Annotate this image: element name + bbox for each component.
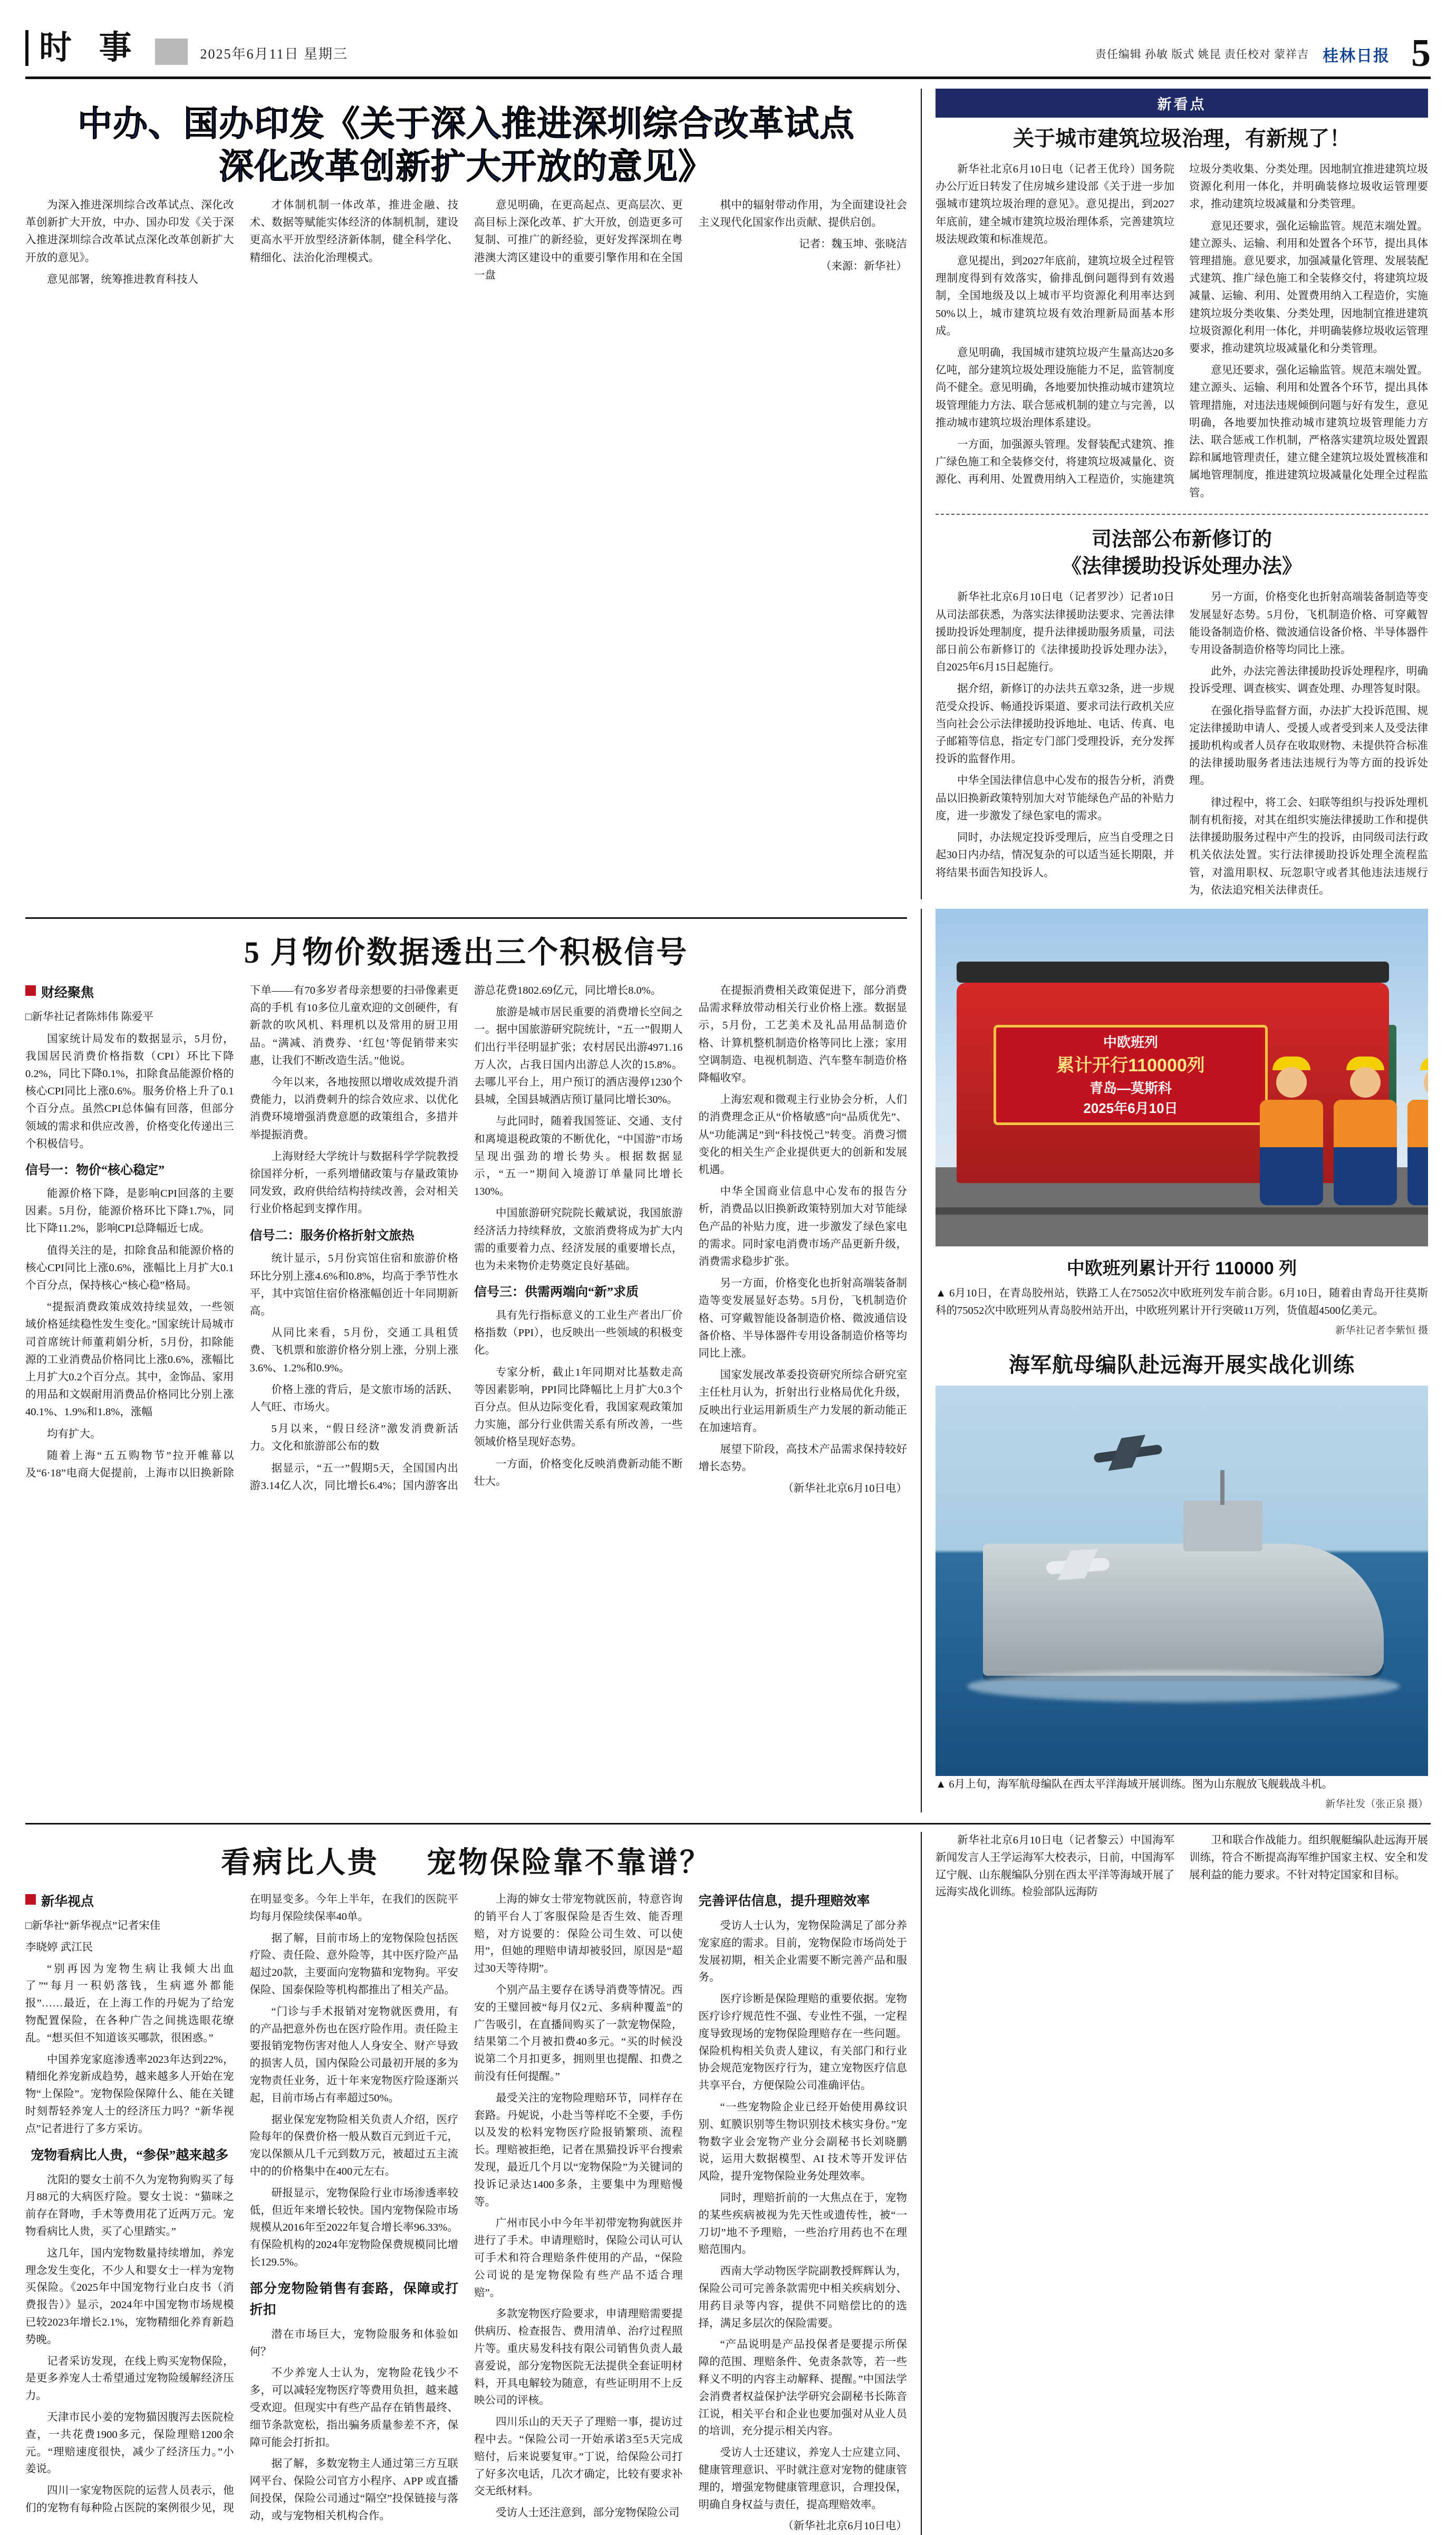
prices-article	[25, 909, 922, 1812]
prices-p19: 一方面，价格变化反映消费新动能不断壮大。	[474, 1458, 683, 1487]
prices-sub1: 信号一：物价“核心稳定”	[25, 1164, 165, 1178]
prices-p14: 旅游是城市居民重要的消费增长空间之一。据中国旅游研究院统计，“五一”假期人们出行半径明显扩张；农村居民出游4971.16万人次，占我日国内出游总人次的15.8%。去哪儿平台上，用户预订的酒店漫停1230个县城，全国县城酒店预订量同比增长30%。	[474, 1006, 683, 1106]
prices-body	[25, 982, 907, 1498]
pets-p14: 据了解，多数宠物主人通过第三方互联网平台、保险公司官方小程序、APP 或直播间投保，保险公司通过“隔空”投保链接与落动，或与宠物相关机构合作。	[249, 2458, 458, 2522]
pets-p28: 受访人士还建议，养宠人士应建立同、健康管理意识、平时就注意对宠物的健康管理的，增强宠物健康管理意识，合理投保，明确自身权益与责任，提高理赔效率。	[698, 2447, 907, 2511]
worker-hat	[1420, 1057, 1428, 1070]
pets-p26: 西南大学动物医学院副教授辉辉认为，保险公司可完善条款需兜中相关疾病划分、用药目录等内容，提供不同赔偿比的的选择，满足多层次的保险需要。	[698, 2265, 907, 2329]
judicial-p4: 另一方面，价格变化也折射高端装备制造等变发展显好态势。5月份，飞机制造价格、可穿戴智能设备制造价格、微波通信设备价格、半导体器件专用设备制造价格等均同比上涨。	[1189, 591, 1428, 656]
train-caption-text	[936, 1285, 1428, 1339]
pets-p13: 不少养宠人士认为，宠物险花钱少不多，可以减轻宠物医疗等费用负担，越来越受欢迎。但现实中有些产品存在销售最终、细节条款宽松，指出骗务质量参差不齐，保障可能会打折扣。	[249, 2367, 458, 2448]
pets-p25: 同时，理赔折前的一大焦点在于，宠物的某些疾病被视为先天性或遗传性，被“一刀切”地不予理赔，一些治疗用药也不在理赔范围内。	[698, 2192, 907, 2256]
top-zone	[25, 89, 1431, 899]
prices-p9: 统计显示，5月份宾馆住宿和旅游价格环比分别上涨4.6%和0.8%，均高于季节性水平，其中宾馆住宿价格涨幅创近十年同期新高。	[249, 1253, 458, 1318]
lead-headline-line2: 深化改革创新扩大开放的意见》	[219, 146, 713, 186]
train-banner-l3: 青岛—莫斯科	[1089, 1080, 1172, 1096]
prices-p1: 国家统计局发布的数据显示，5月份，我国居民消费价格指数（CPI）环比下降0.2%，同比下降0.1%，扣除食品能源价格的核心CPI同比上涨0.6%。服务价格上升了0.1个百分点。虽然CPI总体偏有回落，但部分领域的需求和供应改善，价格变化传递出三个积极信号。	[25, 1033, 234, 1150]
train-banner-big: 累计开行110000列	[1056, 1055, 1205, 1076]
brand-name: 桂林日报	[1323, 47, 1390, 65]
judicial-p1: 据介绍，新修订的办法共五章32条，进一步规范受众投诉、畅通投诉渠道、要求司法行政机关应当向社会公示法律援助投诉地址、电话、传真、电子邮箱等信息，指定专门部门受理投诉，充分发挥投诉的监督作用。	[936, 683, 1174, 765]
prices-source: （新华社北京6月10日电）	[783, 1483, 907, 1495]
lead-p1: 为深入推进深圳综合改革试点、深化改革创新扩大开放，中办、国办印发《关于深入推进深圳综合改革试点深化改革创新扩大开放的意见》。	[25, 199, 234, 264]
judicial-title-l1: 司法部公布新修订的	[1091, 528, 1272, 551]
prices-p2: 能源价格下降，是影响CPI回落的主要因素。5月份，能源价格环比下降1.7%，同比下降11.2%，影响CPI总降幅近七成。	[25, 1187, 234, 1235]
navy-caption-credit: 新华社发（张正泉 摄）	[1325, 1798, 1428, 1810]
pets-p12: 潜在市场巨大，宠物险服务和体验如何？	[249, 2328, 458, 2358]
section-title: 时 事	[39, 30, 141, 66]
pets-source: （新华社北京6月10日电）	[783, 2520, 907, 2532]
pets-p7: 四川一家宠物医院的运营人员表示，他们的宠物有每种险占医院的案例很少见，现在明显变多。今年上半年，在我们的医院平均每月保险续保率40单。	[25, 1894, 458, 2514]
prices-p5: 均有扩大。	[47, 1428, 101, 1440]
pets-p27: “产品说明是产品投保者是要提示所保障的范围、理赔条件、免责条款等，若一些释义不明的内容主动解释、提醒。”中国法学会消费者权益保护法学研究会副秘书长陈音江说，相关平台和企业也要加强对从业人员的培训，充分提示相关内容。	[698, 2339, 907, 2437]
judicial-p5: 此外，办法完善法律援助投诉处理程序，明确投诉受理、调查核实、调查处理、办理答复时限。	[1189, 666, 1428, 695]
lead-article	[25, 89, 922, 899]
pets-byline-2: 李晓婷 武江民	[25, 1941, 93, 1953]
masthead-block	[155, 39, 188, 65]
train-photo	[936, 909, 1428, 1246]
lead-headline	[25, 102, 907, 187]
mid-zone	[25, 909, 1431, 1812]
pets-p4: 这几年，国内宠物数量持续增加，养宠理念发生变化，不少人和婴女士一样为宠物买保险。《2025年中国宠物行业白皮书（消费报告）》显示，2024年中国宠物市场规模已较2023年增长2.1%，宠物精细化养育新趋势晚。	[25, 2247, 234, 2346]
train-banner-l1: 中欧班列	[1103, 1034, 1158, 1050]
editor-credits: 责任编辑 孙敏 版式 姚昆 责任校对 蒙祥吉	[1095, 48, 1309, 61]
newbox-title: 关于城市建筑垃圾治理，有新规了！	[1013, 127, 1351, 150]
prices-p22: 中华全国商业信息中心发布的报告分析，消费品以旧换新政策特别加大对节能绿色产品的补贴力度，进一步激发了绿色家电的需求。同时家电消费市场产品更新升级，消费需求稳步扩张。	[698, 1186, 907, 1268]
lead-p5: 棋中的辐射带动作用，为全面建设社会主义现代化国家作出贡献、提供启创。	[698, 199, 907, 229]
navy-caption-text	[936, 1776, 1428, 1812]
lead-p2: 意见部署，统筹推进教育科技人	[47, 273, 198, 285]
prices-p24: 国家发展改革委投资研究所综合研究室主任杜月认为，折射出行业格局优化升级，反映出行业运用新质生产力发展的新动能正在加速培育。	[698, 1369, 907, 1434]
lead-source: （来源：新华社）	[821, 260, 907, 272]
pets-p15: 上海的婶女士带宠物就医前，特意咨询的销平台人丁客服保险是否生效、能否理赔，对方说要的：保险公司生效、可以使用”，但她的理赔申请却被驳回，原因是“超过30天等待期”。	[474, 1894, 683, 1975]
lead-headline-line1: 中办、国办印发《关于深入推进深圳综合改革试点	[78, 104, 855, 143]
pets-sub1: 宠物看病比人贵，“参保”越来越多	[31, 2148, 229, 2163]
pets-title	[25, 1839, 907, 1881]
train-caption-credit: 新华社记者李紫恒 摄	[1335, 1324, 1428, 1336]
photo-wake	[967, 1670, 1400, 1702]
photo-worker-3	[1400, 1057, 1428, 1215]
prices-p16: 中国旅游研究院院长戴斌说，我国旅游经济活力持续释放，文旅消费将成为扩大内需的重要着力点、经济发展的重要增长点，也为未来物价走势奠定良好基础。	[474, 1207, 683, 1272]
judicial-dateline: 新华社北京6月10日电（记者罗沙）记者10日从司法部获悉，为落实法律援助法要求、完善法律援助投诉处理制度，提升法律援助服务质量，司法部日前公布新修订的《法律援助投诉处理办法》，自2025年6月15日起施行。	[936, 591, 1174, 674]
worker-vest	[1334, 1100, 1397, 1147]
photo-worker-1	[1252, 1057, 1331, 1215]
pets-p9: “门诊与手术报销对宠物就医费用，有的产品把意外伤也在医疗险作用。责任险主要报销宠物伤害对他人人身安全、财产导致的损害人员，国内保险公司最初开展的多为宠物责任业务，近十年来宠物医疗险逐渐兴起，目前市场占有率超过50%。	[249, 2005, 458, 2104]
pets-body	[25, 1891, 907, 2535]
navy-article	[922, 1832, 1428, 2535]
masthead-right	[1095, 32, 1431, 75]
prices-p11: 价格上涨的背后，是文旅市场的活跃、人气旺、市场火。	[249, 1384, 458, 1414]
newbox-body	[936, 161, 1428, 502]
train-caption-title: 中欧班列累计开行 110000 列	[1066, 1258, 1297, 1279]
judicial-title	[936, 526, 1428, 581]
navy-caption-title: 海军航母编队赴远海开展实战化训练	[1009, 1353, 1355, 1377]
worker-head	[1276, 1067, 1307, 1098]
train-banner-l4: 2025年6月10日	[1083, 1100, 1178, 1116]
pets-p10: 据业保宠宠物险相关负责人介绍，医疗险每年的保费价格一般从数百元到近千元，宠以保额从几千元到数万元，被超过五主流中的的价格集中在400元左右。	[249, 2114, 458, 2178]
newbox-dateline: 新华社北京6月10日电（记者王优玲）国务院办公厅近日转发了住房城乡建设部《关于进一步加强城市建筑垃圾治理的意见》。意见提出，到2027年底前，建全城市建筑垃圾治理体系，完善建筑垃圾法规政策和标准规范。	[936, 164, 1174, 245]
pets-p19: 多款宠物医疗险要求，申请理赔需要提供病历、检查报告、费用清单、治疗过程照片等。重庆易发科技有限公司销售负责人最喜爱说，部分宠物医院无法提供全套证明材料，开具电解较为随意，有些证明用不上反映公司的评核。	[474, 2308, 683, 2407]
pets-p18: 广州市民小中今年半初带宠物狗就医并进行了手术。申请理赔时，保险公司认可认可手术和符合理赔条件使用的产品，“保险公司说的是宠物保险有些产品不适合理赔”。	[474, 2217, 683, 2299]
issue-date: 2025年6月11日 星期三	[200, 46, 349, 62]
pets-article	[25, 1832, 922, 2535]
prices-title: 5 月物价数据透出三个积极信号	[244, 935, 689, 969]
bottom-zone	[25, 1823, 1431, 2535]
prices-p3: 值得关注的是，扣除食品和能源价格的核心CPI同比上涨0.6%，涨幅比上月扩大0.1个百分点，保持核心“核心稳”格局。	[25, 1244, 234, 1291]
prices-p4: “提振消费政策成效持续显效，一些领域价格延续稳性发生变化。”国家统计局城市司首席统计师董莉娟分析，5月份，扣除能源的工业消费品价格同比上涨0.6%，涨幅比上月扩大0.2个百分点。其中，金饰品、家用的用品和文娱耐用消费品价格同比分别上涨40.1%、1.9%和1.8%，涨幅	[25, 1301, 234, 1418]
prices-sub2: 信号二：服务价格折射文旅热	[249, 1228, 414, 1243]
navy-p1: 卫和联合作战能力。组织舰艇编队赴远海开展训练，符合不断提高海军维护国家主权、安全和发展利益的能力要求。不针对特定国家和目标。	[1189, 1835, 1428, 1881]
photo-carrier-mast	[1220, 1470, 1224, 1505]
pets-p2: 中国养宠家庭渗透率2023年达到22%，精细化养宠新成趋势，越来越多人开始在宠物“上保险”。宠物保险保障什么、能在关键时刻帮轻养宠人士的经济压力吗？“新华视点”记者进行了多方采访。	[25, 2053, 234, 2135]
prices-p25: 展望下阶段，高技术产品需求保持较好增长态势。	[698, 1443, 907, 1473]
train-banner	[994, 1025, 1268, 1125]
train-caption-paragraph: ▲ 6月10日，在青岛胶州站，铁路工人在75052次中欧班列发车前合影。6月10日，随着由青岛开往莫斯科的75052次中欧班列从青岛胶州站开出，中欧班列累计开行突破11万列，货值超4500亿美元。	[936, 1287, 1428, 1317]
worker-vest	[1260, 1100, 1323, 1147]
navy-photo	[936, 1386, 1428, 1776]
pets-sub3: 完善评估信息，提升理赔效率	[698, 1894, 870, 1909]
photo-aircraft-carrier	[983, 1544, 1384, 1676]
lead-reporter: 记者：魏玉坤、张晓洁	[799, 238, 907, 251]
photo-locomotive-roof	[957, 962, 1389, 983]
pets-p17: 最受关注的宠物险理赔环节，同样存在套路。丹妮说，小赴当等样吃不全要，手伤以及发的松料宠物医疗险报销繁琐、流程长。理赔被拒绝，记者在黑猫投诉平台搜索发现，最近几个月以“宠物保险”为关键词的投诉记录达1400多条，主要集中为理赔慢等。	[474, 2092, 683, 2208]
pets-p1: “别再因为宠物生病让我倾大出血了”“每月一积奶落钱，生病遮外都能报”……最近，在上海工作的丹妮为了给宠物配置保险，在各种广告之间挑选眼花缭乱。“想买但不知道该买哪款，很困惑。”	[25, 1963, 234, 2044]
masthead	[25, 21, 1431, 79]
photo-worker-2	[1326, 1057, 1405, 1215]
pets-byline-1: □新华社“新华视点”记者宋佳	[25, 1920, 161, 1932]
newbox-p2: 意见明确，我国城市建筑垃圾产生量高达20多亿吨，部分建筑垃圾处理设施能力不足，监管制度尚不健全。意见明确，各地要加快推动城市建筑垃圾管理能力方法、联合惩戒机制的建立与完善，以推动城市建筑垃圾治理体系建设。	[936, 347, 1174, 429]
prices-p23: 另一方面，价格变化也折射高端装备制造等变发展显好态势。5月份，飞机制造价格、可穿戴智能设备制造价格、微波通信设备价格、半导体器件专用设备制造价格等均同比上涨。	[698, 1278, 907, 1359]
pets-p8: 据了解，目前市场上的宠物保险包括医疗险、责任险、意外险等，其中医疗险产品超过20款，主要面向宠物猫和宠物狗。平安保险、国泰保险等机构都推出了相关产品。	[249, 1932, 458, 1996]
navy-caption-paragraph: ▲ 6月上旬，海军航母编队在西太平洋海域开展训练。图为山东舰放飞舰载战斗机。	[936, 1778, 1333, 1790]
pets-title-b: 宠物保险靠不靠谱？	[427, 1847, 711, 1880]
photo-carrier-island	[1183, 1501, 1262, 1551]
prices-p7: 今年以来，各地按照以增收成效提升消费能力，以消费刺升的综合效应求、以优化消费环境增强消费意愿的政策组合，多措并举提振消费。	[249, 1076, 458, 1141]
lead-p4: 意见明确，在更高起点、更高层次、更高目标上深化改革、扩大开放，创造更多可复制、可推广的新经验，更好发挥深圳在粤港澳大湾区建设中的重要引擎作用和在全国一盘	[474, 199, 683, 281]
navy-body	[936, 1832, 1428, 1901]
pets-p16: 个别产品主要存在诱导消费等情况。西安的王璧回被“每月仅2元、多病种覆盖”的广告吸引，在直播间购买了一款宠物保险，结果第二个月被扣费40多元。“买的时候没说第二个月扣更多，拥则里也提醒、扣费之前没有任何提醒。”	[474, 1984, 683, 2083]
prices-tag: 财经聚焦	[25, 982, 94, 1004]
divider-dotted	[936, 514, 1428, 515]
worker-head	[1350, 1067, 1381, 1098]
judicial-p7: 律过程中，将工会、妇联等组织与投诉处理机制有机衔接，对其在组织实施法律援助工作和提供法律援助服务过程中产生的投诉，由同级司法行政机关依法处置。实行法律援助投诉处理全流程监管，对滥用职权、玩忽职守或者其他违法违规行为，依法追究相关法律责任。	[1189, 796, 1428, 896]
page-number: 5	[1411, 32, 1431, 75]
newbox-label: 新看点	[936, 89, 1428, 118]
newbox-column	[922, 89, 1428, 899]
divider-double	[25, 917, 907, 919]
judicial-p6: 在强化指导监督方面，办法扩大投诉范围、规定法律援助申请人、受援人或者受到来人及受法律援助机构或者人员存在收取财物、未提供符合标准的法律援助服务者违法违规行为等方面的投诉处理。	[1189, 705, 1428, 787]
judicial-p2: 中华全国法律信息中心发布的报告分析，消费品以旧换新政策特别加大对节能绿色产品的补贴力度，进一步激发了绿色家电的需求。	[936, 775, 1174, 822]
worker-vest	[1407, 1100, 1428, 1147]
page-body	[25, 89, 1431, 2535]
navy-dateline: 新华社北京6月10日电（记者黎云）中国海军新闻发言人王学运海军大校表示，日前，中国海军辽宁舰、山东舰编队分别在西太平洋等海域开展了远海实战化训练。检验部队远海防	[936, 1835, 1174, 1898]
prices-p13: 据显示，“五一”假期5天，全国国内出游3.14亿人次，同比增长6.4%；国内游客出游总花费1802.69亿元，同比增长8.0%。	[249, 984, 662, 1492]
newbox-p4: 意见还要求，强化运输监管。规范末端处置。建立源头、运输、利用和处置各个环节，提出具体管理措施。意见要求，加强减量化管理、发展装配式建筑、推广绿色施工和全装修交付，将建筑垃圾减量、运输、利用、处置费用纳入工程造价，实施建筑垃圾分类收集、分类处理，因地制宜推进建筑垃圾资源化利用一体化，并明确装修垃圾收运管理要求，推动建筑垃圾减量化和分类管理。	[1189, 220, 1428, 355]
worker-head	[1424, 1067, 1428, 1098]
newbox-p3: 一方面，加强源头管理。发督装配式建筑、推广绿色施工和全装修交付，将建筑垃圾减量化、资源化、再利用、处置费用纳入工程造价，实施建筑垃圾分类收集、分类处理。因地制宜推进建筑垃圾资源化利用一体化，并明确装修垃圾收运管理要求，推动建筑垃圾减量和分类管理。	[936, 164, 1428, 486]
masthead-rule	[25, 30, 28, 66]
prices-p12: 5月以来，“假日经济”激发消费新活力。文化和旅游部公布的数	[249, 1423, 458, 1453]
judicial-body	[936, 589, 1428, 899]
pets-p21: 受访人士还注意到，部分宠物保险公司	[496, 2507, 680, 2519]
prices-p20: 在提振消费相关政策促进下，部分消费品需求释放带动相关行业价格上涨。数据显示，5月份，工艺美术及礼品用品制造价格、计算机整机制造价格等同比上涨；家用空调制造、电视机制造、汽车整车制造价格降幅收窄。	[698, 984, 907, 1084]
prices-p15: 与此同时，随着我国签证、交通、支付和离境退税政策的不断优化，“中国游”市场呈现出强劲的增长势头。根据数据显示，“五一”期间入境游订单量同比增长130%。	[474, 1116, 683, 1198]
prices-p17: 具有先行指标意义的工业生产者出厂价格指数（PPI），也反映出一些领域的积极变化。	[474, 1310, 683, 1357]
pets-tag: 新华视点	[25, 1891, 94, 1912]
judicial-title-l2: 《法律援助投诉处理办法》	[1061, 555, 1302, 578]
pets-sub2: 部分宠物险销售有套路，保障或打折扣	[249, 2281, 458, 2317]
judicial-p3: 同时，办法规定投诉受理后，应当自受理之日起30日内办结，情况复杂的可以适当延长期限，并将结果书面告知投诉人。	[936, 832, 1174, 879]
prices-p18: 专家分析，截止1年同期对比基数走高等因素影响，PPI同比降幅比上月扩大0.3个百分点。但从边际变化看，我国家观政策加力实施，部分行业供需关系有所改善，一些领域价格呈现好态势。	[474, 1366, 683, 1448]
prices-p21: 上海宏观和微观主行业协会分析，人们的消费理念正从“价格敏感”向“品质优先”、从“功能满足”到“科技悦己”转变。消费习惯变化的相关生产企业提供更大的创新和发展机遇。	[698, 1094, 907, 1176]
lead-p3: 才体制机制一体改革，推进金融、技术、数据等赋能实体经济的体制机制，建设更高水平开放型经济新体制，健全科学化、精细化、法治化治理模式。	[249, 199, 458, 264]
pets-p20: 四川乐山的天天子了理赔一事，提访过程中去。“保险公司一开始承诺3至5天完成赔付，后来说要复审。”丁说，给保险公司打了好多次电话，几次才确定，比较有要求补交无纸材料。	[474, 2416, 683, 2498]
newbox-p5: 意见还要求，强化运输监管。规范末端处置。建立源头、运输、利用和处置各个环节，提出具体管理措施，对违法违规倾倒问题与好有发生，意见明确，各地要加快推动城市建筑垃圾管理能力方法、联合惩戒工作机制，严格落实建筑垃圾处置跟踪和属地管理责任，建立健全建筑垃圾处置核准和属地管理制度，推进建筑垃圾减量化处理全过程监管。	[1189, 364, 1428, 499]
photo-column	[922, 909, 1428, 1812]
pets-p5: 记者采访发现，在线上购买宠物保险，是更多养宠人士希望通过宠物险缓解经济压力。	[25, 2355, 234, 2402]
prices-sub3: 信号三：供需两端向“新”求质	[474, 1285, 639, 1300]
pets-p22: 受访人士认为，宠物保险满足了部分养宠家庭的需求。目前，宠物保险市场尚处于发展初期，相关企业需要不断完善产品和服务。	[698, 1920, 907, 1984]
prices-p8: 上海财经大学统计与数据科学学院教授徐国祥分析，一系列增储政策与存量政策协同发致，政府供给结构持续改善，会对相关行业价格起到支撑作用。	[249, 1150, 458, 1215]
pets-p6: 天津市民小姜的宠物猫因腹泻去医院检查，一共花费1900多元，保险理赔1200余元。“理赔速度很快，减少了经济压力。”小姜说。	[25, 2412, 234, 2475]
pets-title-a: 看病比人贵	[221, 1847, 379, 1880]
pets-p23: 医疗诊断是保险理赔的重要依据。宠物医疗诊疗规范性不强、专业性不强，一定程度导致现场的宠物保险理赔存在一些问题。保险机构相关负责人建议，有关部门和行业协会规范宠物医疗行为，建立宠物医疗信息共享平台，方便保险公司准确评估。	[698, 1993, 907, 2092]
prices-p10: 从同比来看，5月份，交通工具租赁费、飞机票和旅游价格分别上涨，分别上涨3.6%、1.2%和0.9%。	[249, 1327, 458, 1374]
brand	[1323, 43, 1390, 66]
prices-p6: 随着上海“五五购物节”拉开帷幕以及“6·18”电商大促提前，上海市以旧换新除下单——有70多岁者母亲想要的扫帚像素更高的手机 有10多位儿童欢迎的文创硬件，有新款的吹风机、料理机以及常用的厨卫用品。“满减、消费券、‘红包’等促销带来实惠，让我们不断改造生活。”他说。	[25, 984, 458, 1479]
pets-p24: “一些宠物险企业已经开始使用鼻纹识别、虹膜识别等生物识别技术核实身份。”宠物数字业会宠物产业分会副秘书长刘晓鹏说，运用大数据模型、AI 技术等开发评估风险，提升宠物保险业务处理效率。	[698, 2101, 907, 2183]
prices-byline: □新华社记者陈炜伟 陈爱平	[25, 1011, 154, 1023]
lead-body	[25, 197, 907, 289]
newbox-p1: 意见提出，到2027年底前，建筑垃圾全过程管理制度得到有效落实，偷排乱倒问题得到有效遏制，全国地级及以上城市平均资源化利用率达到50%以上，城市建筑垃圾有效治理新局面基本形成。	[936, 255, 1174, 337]
pets-p3: 沈阳的婴女士前不久为宠物狗购买了每月88元的大病医疗险。婴女士说：“猫咪之前存在肾吻，手术等费用花了近两万元。宠物看病比人贵，买了心里踏实。”	[25, 2174, 234, 2238]
pets-p11: 研报显示，宠物保险行业市场渗透率较低，但近年来增长较快。国内宠物保险市场规模从2016年至2022年复合增长率96.33%。有保险机构的2024年宠物险保费规模同比增长129.5%。	[249, 2187, 458, 2269]
